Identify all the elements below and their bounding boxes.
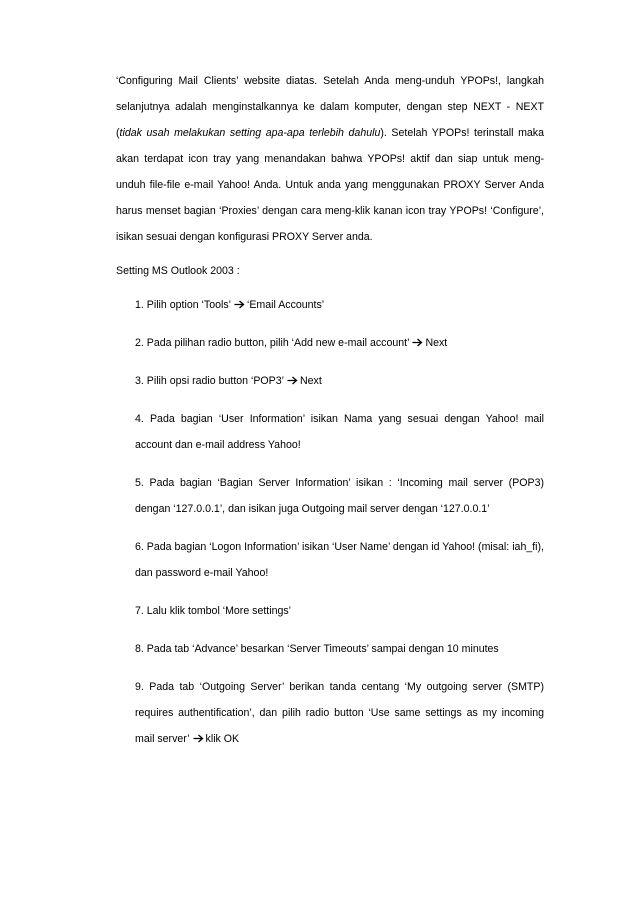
list-item <box>135 368 544 394</box>
arrow-right-icon <box>234 300 245 309</box>
list-item <box>135 470 544 522</box>
document-page <box>116 68 544 764</box>
list-item <box>135 292 544 318</box>
steps-list <box>116 292 544 752</box>
step-text: 8. Pada tab ‘Advance’ besarkan ‘Server Timeouts’ sampai dengan 10 minutes <box>135 643 499 655</box>
step-text: 3. Pilih opsi radio button ‘POP3’ <box>135 375 284 387</box>
arrow-right-icon <box>287 376 298 385</box>
intro-paragraph <box>116 68 544 250</box>
intro-text-start: ‘Configuring Mail Clients’ website diatas. Setelah Anda meng-unduh YPOPs!, langkah selanjutnya adalah menginstalkannya ke dalam komputer, dengan step NEXT - NEXT ( <box>116 75 544 139</box>
step-text: 1. Pilih option ‘Tools’ <box>135 299 231 311</box>
step-text: 5. Pada bagian ‘Bagian Server Information’ isikan : ‘Incoming mail server (POP3) dengan ‘127.0.0.1’, dan isikan juga Outgoing mail server dengan ‘127.0.0.1’ <box>135 477 544 515</box>
list-item <box>135 598 544 624</box>
step-target: Next <box>425 337 448 349</box>
step-target: Next <box>300 375 322 387</box>
arrow-right-icon <box>193 734 204 743</box>
step-target: ‘Email Accounts’ <box>247 299 325 311</box>
list-item <box>135 636 544 662</box>
intro-text-end: ). Setelah YPOPs! terinstall maka akan terdapat icon tray yang menandakan bahwa YPOPs! aktif dan siap untuk meng-unduh file-file e-mail Yahoo! Anda. Untuk anda yang menggunakan PROXY Server Anda harus menset bagian ‘Proxies’ dengan cara meng-klik kanan icon tray YPOPs! ‘Configure’, isikan sesuai dengan konfigurasi PROXY Server anda. <box>116 127 544 243</box>
list-item <box>135 534 544 586</box>
arrow-right-icon <box>412 338 423 347</box>
list-item <box>135 330 544 356</box>
step-text: 2. Pada pilihan radio button, pilih ‘Add new e-mail account’ <box>135 337 410 349</box>
step-text: 4. Pada bagian ‘User Information’ isikan Nama yang sesuai dengan Yahoo! mail account dan e-mail address Yahoo! <box>135 413 544 451</box>
intro-italic-note: tidak usah melakukan setting apa-apa terlebih dahulu <box>119 127 381 139</box>
step-text: 6. Pada bagian ‘Logon Information’ isikan ‘User Name’ dengan id Yahoo! (misal: iah_fi), dan password e-mail Yahoo! <box>135 541 544 579</box>
step-text: 7. Lalu klik tombol ‘More settings’ <box>135 605 292 617</box>
list-item <box>135 406 544 458</box>
step-text: 9. Pada tab ‘Outgoing Server’ berikan tanda centang ‘My outgoing server (SMTP) requires authentification’, dan pilih radio button ‘Use same settings as my incoming mail server’ <box>135 681 544 745</box>
section-heading: Setting MS Outlook 2003 : <box>116 265 240 277</box>
step-target: klik OK <box>205 733 240 745</box>
list-item <box>135 674 544 752</box>
